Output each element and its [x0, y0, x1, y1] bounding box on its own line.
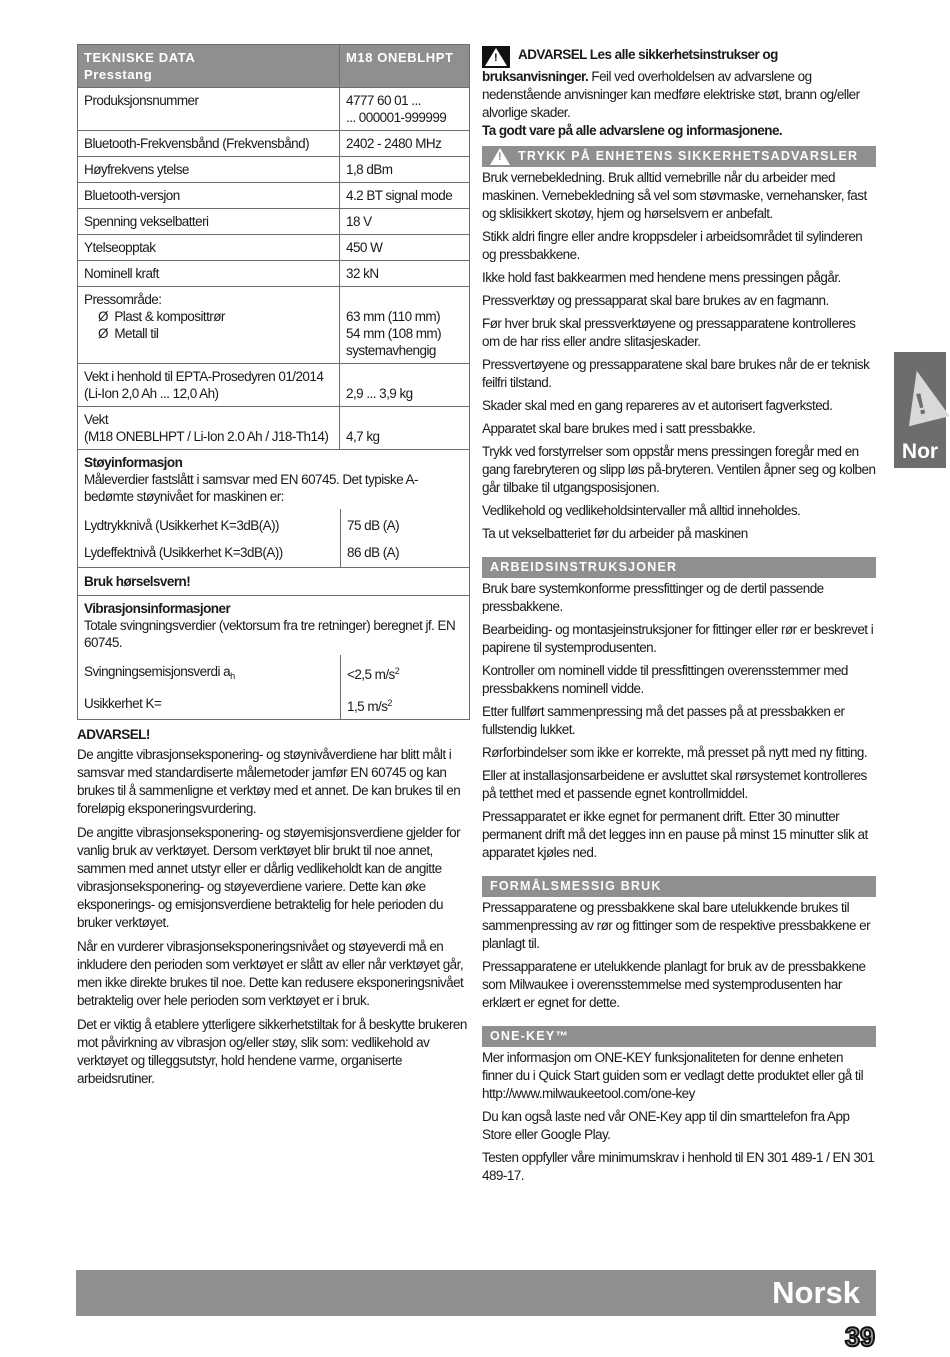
warning-icon: [482, 46, 510, 68]
press-range-item: Ø Metall til: [98, 326, 159, 341]
noise-row-value: 86 dB (A): [347, 545, 400, 560]
noise-row: [78, 509, 469, 538]
superscript: 2: [387, 698, 392, 708]
section-header-one-key: [482, 1026, 876, 1047]
paragraph: Ta ut vekselbatteriet før du arbeider på maskinen: [482, 526, 748, 541]
section-header-work-instructions: [482, 557, 876, 578]
paragraph: Vedlikehold og vedlikeholdsintervaller må alltid inneholdes.: [482, 503, 801, 518]
left-warning-text: [77, 726, 469, 1088]
paragraph: Pressverktøy og pressapparat skal bare brukes av en fagmann.: [482, 293, 829, 308]
row-value-line: 54 mm (108 mm): [346, 326, 442, 341]
paragraph: Pressapparatene er utelukkende planlagt for bruk av de pressbakkene som Milwaukee i overensstemmelse med systemprodusenten har erklært er egnet for dette.: [482, 959, 866, 1010]
vibration-row-value: [341, 689, 392, 719]
row-label: [78, 287, 340, 364]
paragraph: Trykk ved forstyrrelser som oppstår mens pressingen foregår med en gang farebryteren og slipp løs på-bryteren. Ventilen åpner seg og kolben går tilbake til utgangsposisjonen.: [482, 444, 876, 495]
row-label-line: (Li-Ion 2,0 Ah ... 12,0 Ah): [84, 386, 219, 401]
paragraph: Pressvertøyene og pressapparatene skal bare brukes når de er teknisk feilfri tilstand.: [482, 357, 870, 390]
row-value-line: 2,9 ... 3,9 kg: [346, 386, 413, 401]
vibration-row: [78, 655, 469, 689]
warning-text: Feil ved overholdelsen av advarslene og nedenstående anvisninger kan medføre elektriske støt, brann og/eller alvorlige skader.: [482, 69, 860, 120]
noise-info-row: [78, 450, 470, 596]
row-value: [340, 364, 470, 407]
vibration-info-text: Totale svingningsverdier (vektorsum fra tre retninger) beregnet jf. EN 60745.: [84, 618, 456, 650]
table-header-title: [78, 45, 340, 88]
row-label: Spenning vekselbatteri: [78, 209, 340, 235]
vibration-row-label: [84, 655, 341, 689]
paragraph: Når en vurderer vibrasjonseksponeringsnivået og støyeverdi må en inkludere den perioden som verktøyet er slått av eller når verktøyet går, men ikke direkte brukes til noe. Dette kan redusere eksponeringsnivået betraktelig over hele perioden som verktøyet er i bruk.: [77, 939, 464, 1008]
warning-lead: ADVARSEL Les alle sikkerhetsinstrukser og bruksanvisninger.: [482, 47, 778, 84]
row-label: Bluetooth-Frekvensbånd (Frekvensbånd): [78, 131, 340, 157]
press-range-item: Ø Plast & komposittrør: [98, 309, 225, 324]
vibration-value-text: <2,5 m/s: [347, 667, 395, 682]
paragraph: Pressapparatet er ikke egnet for permanent drift. Etter 30 minutter permanent drift må det legges inn en pause på minst 15 minutter slik at apparatet kjøles ned.: [482, 809, 868, 860]
paragraph: Pressapparatene og pressbakkene skal bare utelukkende brukes til sammenpressing av rør og fittinger som de respektive pressbakkene er planlagt til.: [482, 900, 871, 951]
row-value: 32 kN: [340, 261, 470, 287]
paragraph: Du kan også laste ned vår ONE-Key app til din smarttelefon fra App Store eller Google Play.: [482, 1109, 850, 1142]
row-label-line: Vekt i henhold til EPTA-Prosedyren 01/2014: [84, 369, 324, 384]
general-warning: [482, 46, 876, 140]
row-value: 4.2 BT signal mode: [340, 183, 470, 209]
paragraph: Eller at installasjonsarbeidene er avsluttet skal rørsystemet kontrolleres på tetthet med et passende egnet kontrollmiddel.: [482, 768, 867, 801]
press-range-label: Pressområde:: [84, 292, 162, 307]
right-column: [482, 44, 876, 1190]
warning-icon: [490, 148, 510, 165]
paragraph: Før hver bruk skal pressverktøyene og pressapparatene kontrolleres om de har riss eller andre slitasjeskader.: [482, 316, 856, 349]
table-row-weight-epta: [78, 364, 470, 407]
row-label: Nominell kraft: [78, 261, 340, 287]
vibration-row: [78, 689, 469, 719]
paragraph: Bruk bare systemkonforme pressfittinger og de dertil passende pressbakkene.: [482, 581, 824, 614]
paragraph: Det er viktig å etablere ytterligere sikkerhetstiltak for å beskytte brukeren mot påvirkning av vibrasjon og/eller støy, slik som: vedlikehold av verktøyet og tilleggsutstyr, hold hendene varme, organiserte arbeidsrutiner.: [77, 1017, 467, 1086]
hearing-protection-note: Bruk hørselsvern!: [78, 567, 469, 595]
row-value: 1,8 dBm: [340, 157, 470, 183]
footer-bar: [76, 1270, 876, 1316]
paragraph: Ikke hold fast bakkearmen med hendene mens pressingen pågår.: [482, 270, 841, 285]
language-side-tab: ! Nor: [894, 352, 946, 468]
noise-info-text: Måleverdier fastslått i samsvar med EN 60745. Det typiske A-bedømte støynivået for maskinen er:: [84, 472, 418, 504]
row-label: [78, 407, 340, 450]
row-value-line: 4777 60 01 ...: [346, 93, 421, 108]
table-row: [78, 131, 470, 157]
table-row: [78, 261, 470, 287]
paragraph: Bruk vernebekledning. Bruk alltid vernebrille når du arbeider med maskinen. Vernebekledning så vel som støvmaske, vernehansker, fast og sklisikkert skotøy, hjem og hørselsvern er anbefalt.: [482, 170, 867, 221]
header-subtitle-line: Presstang: [84, 67, 153, 82]
section-title: ARBEIDSINSTRUKSJONER: [490, 560, 678, 574]
subscript: h: [230, 671, 235, 681]
paragraph: Etter fullført sammenpressing må det passes på at pressbakken er fullstendig lukket.: [482, 704, 845, 737]
row-value-line: 63 mm (110 mm): [346, 309, 441, 324]
row-label-line: (M18 ONEBLHPT / Li-Ion 2.0 Ah / J18-Th14): [84, 429, 329, 444]
vibration-value-text: 1,5 m/s: [347, 699, 388, 714]
left-column: [77, 44, 469, 1094]
section-title: FORMÅLSMESSIG BRUK: [490, 879, 662, 893]
superscript: 2: [394, 666, 400, 676]
paragraph: Rørforbindelser som ikke er korrekte, må presset på nytt med ny fitting.: [482, 745, 868, 760]
section-header-intended-use: [482, 876, 876, 897]
table-row-press-range: [78, 287, 470, 364]
row-label: Bluetooth-versjon: [78, 183, 340, 209]
table-header-model: M18 ONEBLHPT: [340, 45, 470, 88]
paragraph: Kontroller om nominell vidde til pressfittingen overensstemmer med pressbakkens nominell vidde.: [482, 663, 848, 696]
row-value: 2402 - 2480 MHz: [340, 131, 470, 157]
section-title: TRYKK PÅ ENHETENS SIKKERHETSADVARSLER: [518, 149, 859, 163]
table-row: [78, 183, 470, 209]
row-label: Høyfrekvens ytelse: [78, 157, 340, 183]
page-number: 39: [844, 1322, 876, 1352]
row-value: 450 W: [340, 235, 470, 261]
paragraph: Mer informasjon om ONE-KEY funksjonaliteten for denne enheten finner du i Quick Start guiden som er vedlagt dette produktet eller gå til http://www.milwaukeetool.com/one-key: [482, 1050, 864, 1101]
paragraph: Bearbeiding- og montasjeinstruksjoner for fittinger eller rør er beskrevet i papirene til systemprodusenten.: [482, 622, 874, 655]
row-value: [340, 88, 470, 131]
noise-row: [78, 538, 469, 567]
vibration-label-text: Svingningsemisjonsverdi a: [84, 664, 231, 679]
table-row: [78, 157, 470, 183]
paragraph: Stikk aldri fingre eller andre kroppsdeler i arbeidsområdet til sylinderen og pressbakkene.: [482, 229, 863, 262]
technical-data-table: [77, 44, 470, 720]
vibration-row-value: [341, 655, 399, 689]
paragraph: Skader skal med en gang repareres av et autorisert fagverksted.: [482, 398, 833, 413]
table-row: [78, 88, 470, 131]
paragraph: De angitte vibrasjonseksponering- og støynivåverdiene har blitt målt i samsvar med standardiserte målemetoder jamfør EN 60745 og kan brukes til å sammenligne et verktøy med et annet. De kan brukes til en foreløpig eksponeringsvurdering.: [77, 747, 461, 816]
noise-row-value: 75 dB (A): [347, 518, 400, 533]
noise-info-title: Støyinformasjon: [84, 455, 183, 470]
vibration-info-title: Vibrasjonsinformasjoner: [84, 601, 231, 616]
row-value-line: systemavhengig: [346, 343, 436, 358]
footer-language: Norsk: [772, 1275, 860, 1310]
vibration-row-label: Usikkerhet K=: [84, 689, 341, 719]
noise-info-block: [78, 450, 470, 596]
row-label: Ytelseopptak: [78, 235, 340, 261]
section-header-safety: [482, 146, 876, 167]
table-header-row: [78, 45, 470, 88]
paragraph: Apparatet skal bare brukes med i satt pressbakke.: [482, 421, 756, 436]
row-value: [340, 407, 470, 450]
table-row-weight: [78, 407, 470, 450]
side-tab-label: Nor: [901, 440, 939, 463]
header-title-line: TEKNISKE DATA: [84, 50, 196, 65]
vibration-info-row: [78, 596, 470, 720]
row-label: [78, 364, 340, 407]
paragraph: Testen oppfyller våre minimumskrav i henhold til EN 301 489-1 / EN 301 489-17.: [482, 1150, 875, 1183]
section-title: ONE-KEY™: [490, 1029, 570, 1043]
noise-row-label: Lydtrykknivå (Usikkerhet K=3dB(A)): [84, 509, 341, 538]
vibration-info-block: [78, 596, 470, 720]
left-warning-title: ADVARSEL!: [77, 727, 150, 742]
row-value: [340, 287, 470, 364]
row-label-line: Vekt: [84, 412, 109, 427]
table-row: [78, 209, 470, 235]
table-row: [78, 235, 470, 261]
row-value: 18 V: [340, 209, 470, 235]
row-value-line: ... 000001-999999: [346, 110, 447, 125]
row-label: Produksjonsnummer: [78, 88, 340, 131]
paragraph: De angitte vibrasjonseksponering- og støyemisjonsverdiene gjelder for vanlig bruk av verktøyet. Dersom verktøyet blir brukt til noe annet, sammen med annet utstyr eller er dårlig vedlikeholdt kan de angitte vibrasjonseksponering- og støyeverdiene variere. Dette kan øke eksponerings- og emisjonsverdiene betraktelig for hele perioden du bruker verktøyet.: [77, 825, 461, 930]
warning-keep-note: Ta godt vare på alle advarslene og informasjonene.: [482, 123, 783, 138]
row-value-line: 4,7 kg: [346, 429, 380, 444]
noise-row-label: Lydeffektnivå (Usikkerhet K=3dB(A)): [84, 538, 341, 567]
